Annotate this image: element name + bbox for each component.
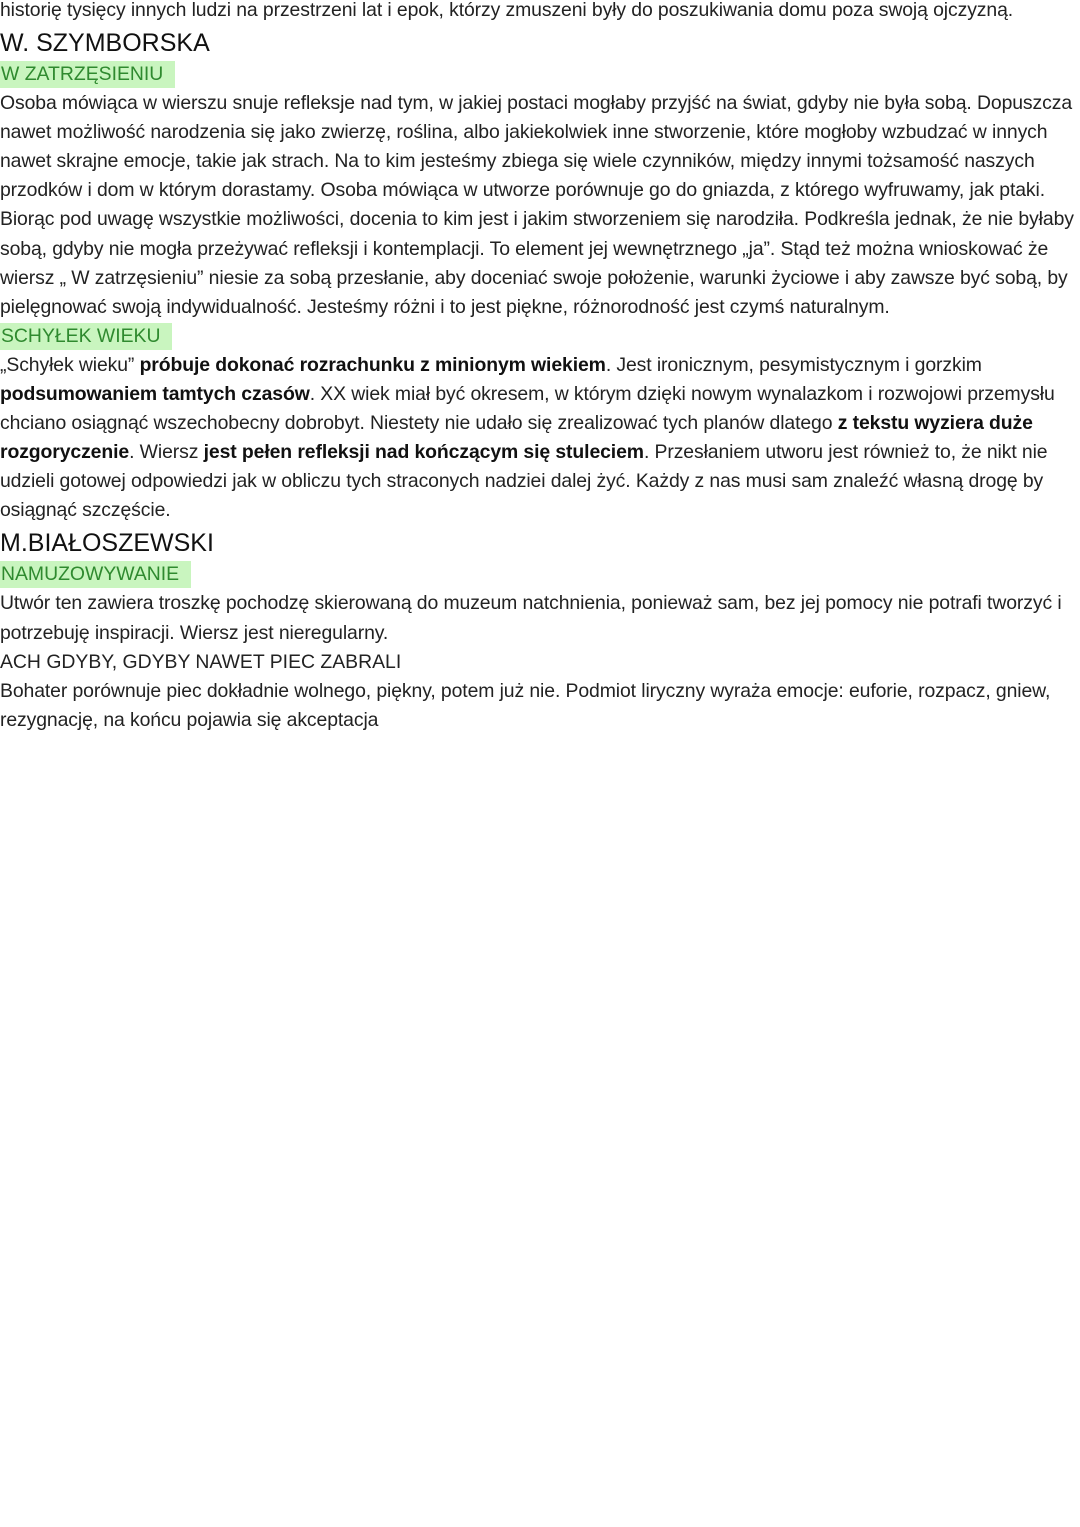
poem-title-ach-gdyby: ACH GDYBY, GDYBY NAWET PIEC ZABRALI bbox=[0, 650, 402, 673]
poem-description-w-zatrzesieniu: Osoba mówiąca w wierszu snuje refleksje nad tym, w jakiej postaci mogłaby przyjść na świat, gdyby nie była sobą. Dopuszcza nawet możliwość narodzenia się jako zwierzę, roślina, albo jakiekolwiek inne stworzenie, które mogłoby wzbudzać w innych nawet skrajne emocje, takie jak strach. Na to kim jesteśmy zbiega się wiele czynników, między innymi tożsamość naszych przodków i dom w którym dorastamy. Osoba mówiąca w utworze porównuje go do gniazda, z którego wyfruwamy, jak ptaki. Biorąc pod uwagę wszystkie możliwości, docenia to kim jest i jakim stworzeniem się narodziła. Podkreśla jednak, że nie byłaby sobą, gdyby nie mogła przeżywać refleksji i kontemplacji. To element jej wewnętrznego „ja”. Stąd też można wnioskować że wiersz „ W zatrzęsieniu” niesie za sobą przesłanie, aby doceniać swoje położenie, warunki życiowe i aby zawsze być sobą, by pielęgnować swoją indywidualność. Jesteśmy różni i to jest piękne, różnorodność jest czymś naturalnym. bbox=[0, 92, 1074, 318]
poem-title-schylek-wieku bbox=[0, 322, 1076, 351]
poem-description-schylek-wieku bbox=[0, 351, 1076, 526]
highlighted-title: NAMUZOWYWANIE bbox=[0, 561, 191, 588]
bold-run: jest pełen refleksji nad kończącym się stuleciem bbox=[203, 441, 644, 464]
intro-paragraph: historię tysięcy innych ludzi na przestrzeni lat i epok, którzy zmuszeni były do poszukiwania domu poza swoją ojczyzną. bbox=[0, 0, 1014, 21]
text-run: . XX wiek miał być okresem, w którym dzięki nowym wynalazkom i rozwojowi przemysłu chciano osiągnąć wszechobecny dobrobyt. Niestety nie udało się zrealizować tych planów dlatego bbox=[0, 382, 1055, 435]
text-run: . Jest ironicznym, pesymistycznym i gorzkim bbox=[605, 353, 982, 376]
bold-run: z tekstu wyziera duże rozgoryczenie bbox=[0, 412, 1033, 464]
document-body bbox=[0, 0, 1076, 735]
poem-description-namuzowywanie: Utwór ten zawiera troszkę pochodzę skierowaną do muzeum natchnienia, ponieważ sam, bez jej pomocy nie potrafi tworzyć i potrzebuję inspiracji. Wiersz jest nieregularny. bbox=[0, 592, 1062, 644]
highlighted-title: SCHYŁEK WIEKU bbox=[0, 323, 172, 350]
poem-title-w-zatrzesieniu bbox=[0, 60, 1076, 89]
author-heading-bialoszewski: M.BIAŁOSZEWSKI bbox=[0, 529, 214, 558]
poem-title-namuzowywanie bbox=[0, 560, 1076, 589]
bold-run: podsumowaniem tamtych czasów bbox=[0, 382, 310, 405]
bold-run: próbuje dokonać rozrachunku z minionym wiekiem bbox=[139, 353, 606, 376]
poem-description-ach-gdyby: Bohater porównuje piec dokładnie wolnego, piękny, potem już nie. Podmiot liryczny wyraża emocje: euforie, rozpacz, gniew, rezygnację, na końcu pojawia się akceptacja bbox=[0, 679, 1051, 731]
highlighted-title: W ZATRZĘSIENIU bbox=[0, 61, 175, 88]
text-run: . Przesłaniem utworu jest również to, że nikt nie udzieli gotowej odpowiedzi jak w obliczu tych straconych nadziei dalej żyć. Każdy z nas musi sam znaleźć własną drogę by osiągnąć szczęście. bbox=[0, 441, 1048, 522]
author-heading-szymborska: W. SZYMBORSKA bbox=[0, 29, 210, 58]
text-run: „Schyłek wieku” bbox=[0, 353, 140, 376]
text-run: . Wiersz bbox=[129, 441, 204, 464]
